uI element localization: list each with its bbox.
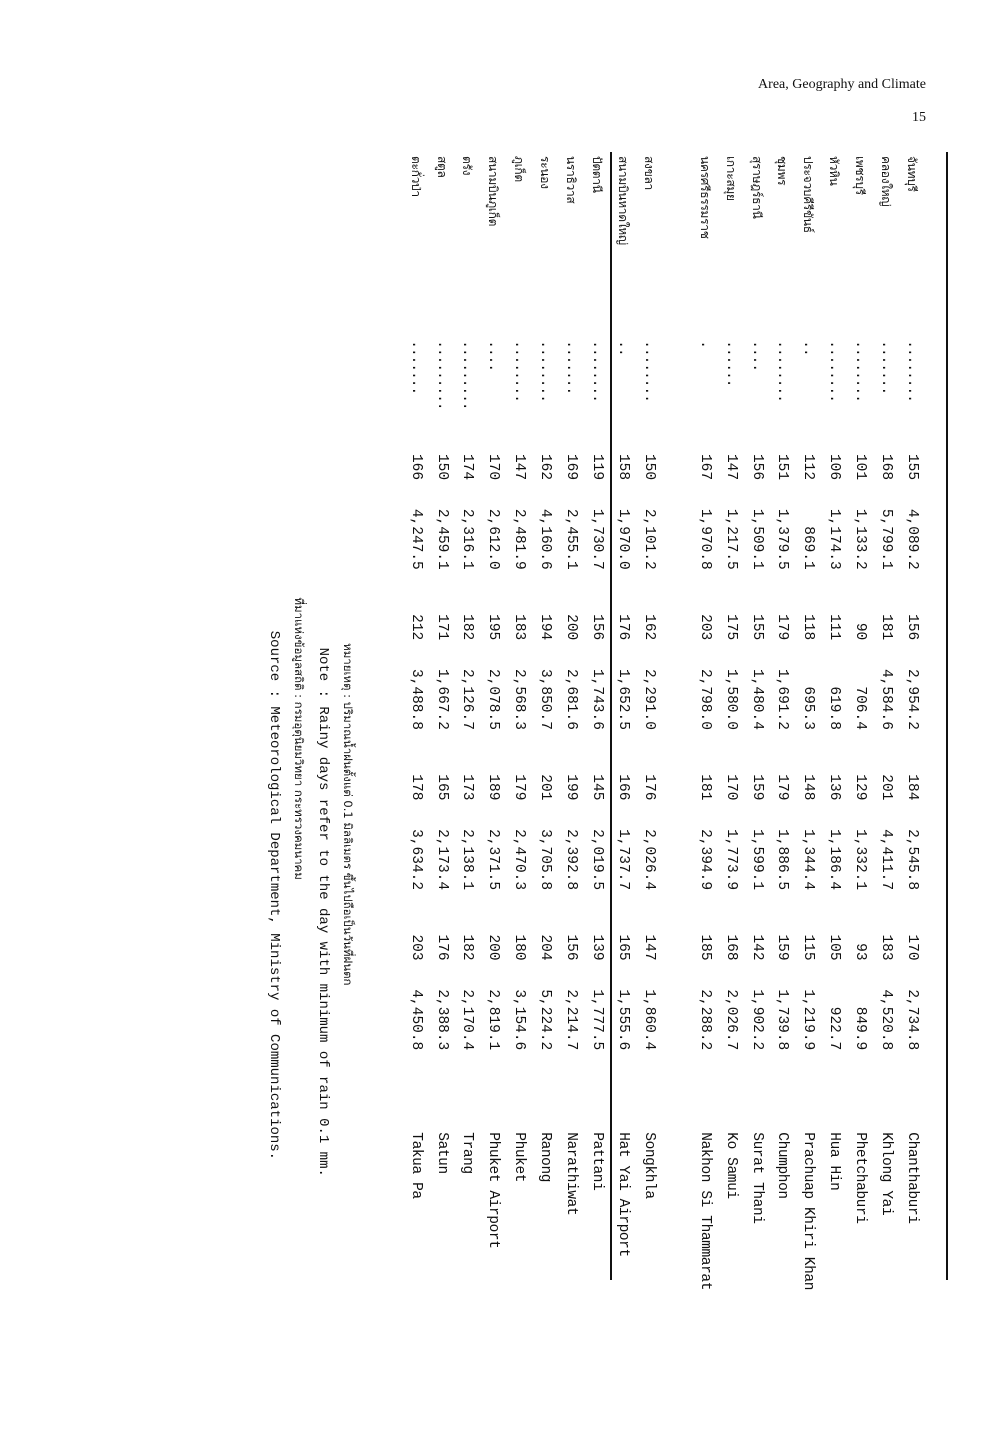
group-spacer [661,156,691,1290]
note-line [262,440,286,1177]
table-row [557,156,583,1290]
rain-days: 201 [878,774,895,801]
rain-days: 180 [511,934,528,961]
rain-days: 147 [640,934,657,961]
leader-dots: .... [485,340,502,372]
rainfall-mm: 1,217.5 [722,508,739,570]
leader-dots: .. [800,340,817,356]
station-name-thai: ปัตตานี [590,156,605,193]
rain-days: 162 [640,614,657,641]
rainfall-mm: 1,219.9 [800,989,817,1051]
rain-days: 182 [459,614,476,641]
leader-dots: ......... [459,340,476,410]
leader-dots: ....... [563,340,580,395]
station-name-english: Phetchaburi [852,1132,869,1224]
rain-days: 147 [722,453,739,481]
rainfall-mm: 2,392.8 [563,829,580,891]
station-name-english: Hua Hin [826,1132,843,1191]
note-text: กรมอุตุนิยมวิทยา กระทรวงคมนาคม [292,698,306,880]
climate-table [402,156,924,1290]
rainfall-mm: 4,411.7 [878,829,895,891]
station-name-thai: ภูเก็ต [512,156,527,182]
rainfall-mm: 2,026.7 [722,989,739,1051]
rainfall-mm: 2,545.8 [904,829,920,891]
leader-dots: ....... [407,340,424,395]
station-name-thai: สุราษฎร์ธานี [749,156,764,219]
rain-days: 203 [407,934,424,961]
table-row [769,156,795,1290]
rain-days: 162 [537,453,554,481]
rain-days: 168 [722,934,739,961]
rain-days: 151 [774,453,791,481]
rainfall-mm: 2,173.4 [433,829,450,891]
note-label: Source : [266,630,282,698]
rain-days: 170 [722,774,739,801]
rainfall-mm: 3,154.6 [511,989,528,1051]
rain-days: 170 [904,934,920,961]
rain-days: 101 [852,453,869,481]
rainfall-mm: 1,379.5 [774,508,791,570]
table-row [691,156,717,1290]
table-row [505,156,531,1290]
rainfall-mm: 1,777.5 [589,989,606,1051]
station-name-english: Satun [433,1132,450,1174]
table-row [454,156,480,1290]
rain-days: 156 [748,453,765,481]
leader-dots: ........ [852,340,869,402]
station-name-english: Phuket Airport [485,1132,502,1249]
rainfall-mm: 1,174.3 [826,508,843,570]
station-name-english: Surat Thani [748,1132,765,1224]
rain-days: 129 [852,774,869,801]
rainfall-mm: 2,612.0 [485,508,502,570]
rainfall-mm: 2,170.4 [459,989,476,1051]
station-name-english: Hat Yai Airport [614,1132,631,1257]
station-name-thai: สนามบินภูเก็ต [486,156,501,227]
station-name-english: Khlong Yai [878,1132,895,1216]
rainfall-mm: 2,459.1 [433,508,450,570]
station-name-thai: ชุมพร [775,156,790,186]
rain-days: 174 [459,453,476,481]
rain-days: 181 [696,774,713,801]
note-line [286,440,311,1177]
rainfall-mm: 5,799.1 [878,508,895,570]
rainfall-mm: 2,288.2 [696,989,713,1051]
rain-days: 106 [826,453,843,481]
rain-days: 169 [563,453,580,481]
leader-dots: ........ [774,340,791,402]
rain-days: 183 [511,614,528,641]
rainfall-mm: 2,954.2 [904,669,920,730]
notes-block [262,440,360,1177]
page-number: 15 [912,110,926,125]
rain-days: 170 [485,453,502,481]
rain-days: 155 [904,453,920,481]
rain-days: 166 [407,453,424,481]
rain-days: 93 [852,943,869,961]
rainfall-mm: 2,126.7 [459,669,476,730]
rainfall-mm: 1,739.8 [774,989,791,1051]
note-text: ปริมาณน้ำฝนตั้งแต่ 0.1 มิลลิเมตร ขึ้นไปถือเป็นวันที่ฝนตก [341,698,355,986]
table-row [743,156,769,1290]
rainfall-mm: 2,026.4 [640,829,657,891]
rainfall-mm: 1,691.2 [774,669,791,730]
rain-days: 179 [774,774,791,801]
running-header-title: Area, Geography and Climate [758,77,926,92]
station-name-english: Phuket [511,1132,528,1183]
rainfall-mm: 2,681.6 [563,669,580,730]
rain-days: 147 [511,453,528,481]
table-row [428,156,454,1290]
station-name-thai: สงขลา [641,156,656,190]
rainfall-mm: 2,455.1 [563,508,580,570]
rain-days: 167 [696,453,713,481]
station-name-thai: เพชรบุรี [853,156,868,195]
station-name-english: Pattani [589,1132,606,1191]
note-label: ที่มาแห่งข้อมูลสถิติ : [292,597,306,698]
rain-days: 195 [485,614,502,641]
rain-days: 118 [800,614,817,641]
table-row [820,156,846,1290]
rain-days: 112 [800,453,817,481]
rain-days: 176 [640,774,657,801]
rainfall-mm: 2,138.1 [459,829,476,891]
spacer-cell [661,156,691,1290]
rainfall-mm: 1,509.1 [748,508,765,570]
rain-days: 136 [826,774,843,801]
rainfall-mm: 1,902.2 [748,989,765,1051]
rain-days: 156 [904,614,920,641]
station-name-english: Chumphon [774,1132,791,1199]
station-name-thai: นครศรีธรรมราช [697,156,712,239]
rainfall-mm: 1,133.2 [852,508,869,570]
rainfall-mm: 2,481.9 [511,508,528,570]
rain-days: 201 [537,774,554,801]
note-label: Note : [315,647,331,698]
rainfall-mm: 2,819.1 [485,989,502,1051]
rainfall-mm: 1,737.7 [614,829,631,891]
rainfall-mm: 4,450.8 [407,989,424,1051]
table-row [872,156,898,1290]
leader-dots: . [696,340,713,348]
leader-dots: .. [614,340,631,356]
rain-days: 181 [878,614,895,641]
rain-days: 148 [800,774,817,801]
rain-days: 199 [563,774,580,801]
rain-days: 173 [459,774,476,801]
leader-dots: .... [748,340,765,372]
rain-days: 171 [433,614,450,641]
rainfall-mm: 706.4 [852,686,869,730]
table-row [846,156,872,1290]
station-name-thai: หัวหิน [827,156,842,186]
station-name-english: Prachuap Khiri Khan [800,1132,817,1290]
station-name-thai: สนามบินหาดใหญ่ [615,156,630,245]
rainfall-mm: 4,584.6 [878,669,895,730]
rain-days: 176 [614,614,631,641]
rain-days: 145 [589,774,606,801]
table-row [583,156,609,1290]
rain-days: 183 [878,934,895,961]
table-row [717,156,743,1290]
table-row [480,156,506,1290]
rainfall-mm: 5,224.2 [537,989,554,1051]
station-name-thai: ระนอง [538,156,553,189]
rainfall-mm: 2,734.8 [904,989,920,1051]
rain-days: 176 [433,934,450,961]
rainfall-mm: 1,667.2 [433,669,450,730]
rainfall-mm: 4,160.6 [537,508,554,570]
station-name-english: Trang [459,1132,476,1174]
table-row [531,156,557,1290]
rain-days: 179 [511,774,528,801]
rainfall-mm: 1,332.1 [852,829,869,891]
rainfall-mm: 4,520.8 [878,989,895,1051]
rainfall-mm: 4,089.2 [904,508,920,570]
leader-dots: ........ [904,340,920,402]
rainfall-mm: 849.9 [852,1006,869,1051]
rain-days: 200 [485,934,502,961]
leader-dots: ........ [589,340,606,402]
rainfall-mm: 1,344.4 [800,829,817,891]
rain-days: 175 [722,614,739,641]
station-name-thai: นราธิวาส [564,156,579,204]
rainfall-mm: 2,470.3 [511,829,528,891]
rainfall-mm: 1,773.9 [722,829,739,891]
rain-days: 150 [433,453,450,481]
rainfall-mm: 3,488.8 [407,669,424,730]
rain-days: 165 [433,774,450,801]
rainfall-mm: 869.1 [800,526,817,570]
rainfall-mm: 2,078.5 [485,669,502,730]
rain-days: 165 [614,934,631,961]
rainfall-mm: 1,599.1 [748,829,765,891]
rain-days: 90 [852,622,869,641]
rainfall-mm: 3,705.8 [537,829,554,891]
leader-dots: ....... [878,340,895,395]
rainfall-mm: 2,316.1 [459,508,476,570]
station-name-english: Nakhon Si Thammarat [696,1132,713,1290]
rainfall-mm: 1,652.5 [614,669,631,730]
table-row [794,156,820,1290]
rain-days: 159 [748,774,765,801]
station-name-thai: ประจวบคีรีขันธ์ [801,156,816,233]
table-row [898,156,924,1290]
note-label: หมายเหตุ : [341,643,355,698]
rainfall-mm: 922.7 [826,1006,843,1051]
rainfall-mm: 1,970.0 [614,508,631,570]
rain-days: 166 [614,774,631,801]
rainfall-mm: 1,580.0 [722,669,739,730]
station-name-thai: ตรัง [460,156,475,176]
rain-days: 212 [407,614,424,641]
table-row [402,156,428,1290]
leader-dots: ......... [433,340,450,410]
leader-dots: ........ [537,340,554,402]
rain-days: 156 [589,614,606,641]
rain-days: 185 [696,934,713,961]
rainfall-mm: 1,743.6 [589,669,606,730]
rainfall-mm: 4,247.5 [407,508,424,570]
rain-days: 184 [904,774,920,801]
rainfall-mm: 1,860.4 [640,989,657,1051]
rain-days: 139 [589,934,606,961]
rainfall-mm: 2,388.3 [433,989,450,1051]
station-name-english: Ranong [537,1132,554,1183]
rain-days: 194 [537,614,554,641]
rain-days: 156 [563,934,580,961]
rain-days: 150 [640,453,657,481]
rainfall-mm: 2,568.3 [511,669,528,730]
station-name-english: Takua Pa [407,1132,424,1199]
rainfall-mm: 1,480.4 [748,669,765,730]
leader-dots: ........ [511,340,528,402]
rainfall-mm: 3,850.7 [537,669,554,730]
rain-days: 142 [748,934,765,961]
rain-days: 204 [537,934,554,961]
rainfall-mm: 1,730.7 [589,508,606,570]
rain-days: 111 [826,614,843,641]
station-name-thai: คลองใหญ่ [879,156,894,207]
rain-days: 189 [485,774,502,801]
leader-dots: ........ [826,340,843,402]
station-name-english: Ko Samui [722,1132,739,1199]
rainfall-mm: 2,214.7 [563,989,580,1051]
rain-days: 119 [589,453,606,481]
rainfall-mm: 1,886.5 [774,829,791,891]
note-text: Meteorological Department, Ministry of Communications. [266,698,282,1161]
station-name-english: Songkhla [640,1132,657,1199]
rainfall-mm: 619.8 [826,686,843,730]
rain-days: 158 [614,453,631,481]
rainfall-mm: 1,970.8 [696,508,713,570]
rainfall-mm: 2,371.5 [485,829,502,891]
table-row [609,156,635,1290]
leader-dots: ...... [722,340,739,387]
rainfall-mm: 2,019.5 [589,829,606,891]
rainfall-mm: 695.3 [800,686,817,730]
station-name-english: Chanthaburi [904,1132,920,1224]
rain-days: 105 [826,934,843,961]
station-name-thai: เกาะสมุย [723,156,738,201]
rainfall-mm: 2,101.2 [640,508,657,570]
note-line [311,440,335,1177]
top-rule [946,152,948,1280]
station-name-english: Narathiwat [563,1132,580,1216]
rainfall-mm: 2,291.0 [640,669,657,730]
rain-days: 200 [563,614,580,641]
station-name-thai: ตะกั่วป่า [408,156,423,197]
rain-days: 182 [459,934,476,961]
rainfall-mm: 1,186.4 [826,829,843,891]
rain-days: 178 [407,774,424,801]
rain-days: 115 [800,934,817,961]
rain-days: 203 [696,614,713,641]
table-row [635,156,661,1290]
station-name-thai: จันทบุรี [905,156,919,192]
rain-days: 155 [748,614,765,641]
note-line [335,440,360,1177]
rain-days: 168 [878,453,895,481]
rainfall-mm: 2,798.0 [696,669,713,730]
rainfall-mm: 2,394.9 [696,829,713,891]
rain-days: 179 [774,614,791,641]
rainfall-mm: 3,634.2 [407,829,424,891]
note-text: Rainy days refer to the day with minimum of rain 0.1 mm. [315,698,331,1177]
station-name-thai: สตูล [434,156,449,178]
rain-days: 159 [774,934,791,961]
leader-dots: ........ [640,340,657,402]
rainfall-mm: 1,555.6 [614,989,631,1051]
